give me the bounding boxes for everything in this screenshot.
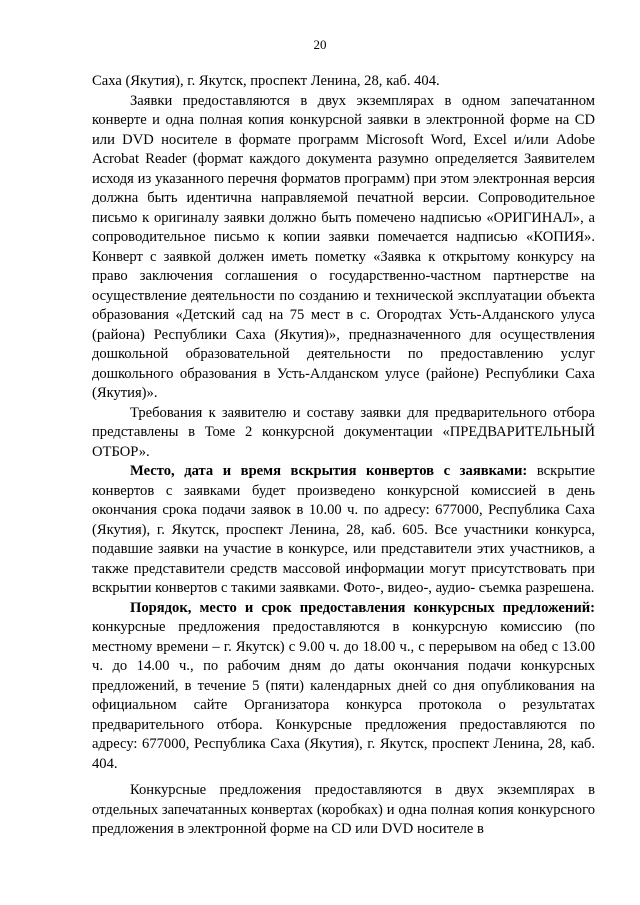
paragraph-envelope-opening [92,462,595,599]
envelope-opening-heading: Место, дата и время вскрытия конвертов с заявками: [130,463,528,479]
page-number: 20 [313,37,327,52]
paragraph-application-copies: Заявки предоставляются в двух экземплярах в одном запечатанном конверте и одна полная копия конкурсной заявки в электронной форме на CD или DVD носителе в формате программ Microsoft Word, Excel и/или Adobe Acrobat Reader (формат каждого документа разумно определяется Заявителем исходя из указанного перечня форматов программ) при этом электронная версия должна быть идентична направляемой печатной версии. Сопроводительное письмо к оригиналу заявки должно быть помечено надписью «ОРИГИНАЛ», а сопроводительное письмо к копии заявки помечается надписью «КОПИЯ». Конверт с заявкой должен иметь пометку «Заявка к открытому конкурсу на право заключения соглашения о государственно-частном партнерстве на осуществление деятельности по созданию и технической эксплуатации объекта образования «Детский сад на 75 мест в с. Огородтах Усть-Алданского улуса (района) Республики Саха (Якутия)», предназначенного для осуществления дошкольной образовательной деятельности по предоставлению услуг дошкольного образования в Усть-Алданском улусе (районе) Республики Саха (Якутия)». [92,92,595,401]
paragraph-address-continuation: Саха (Якутия), г. Якутск, проспект Ленина, 28, каб. 404. [92,73,440,89]
paragraph-proposal-copies: Конкурсные предложения предоставляются в двух экземплярах в отдельных запечатанных конвертах (коробках) и одна полная копия конкурсного предложения в электронной форме на CD или DVD носителе в [92,782,595,837]
proposal-procedure-heading: Порядок, место и срок предоставления конкурсных предложений: [130,599,595,616]
body-text [92,72,595,840]
paragraph-proposal-procedure [92,599,595,775]
paragraph-requirements: Требования к заявителю и составу заявки для предварительного отбора представлены в Томе 2 конкурсной документации «ПРЕДВАРИТЕЛЬНЫЙ ОТБОР». [92,404,595,460]
proposal-procedure-body: конкурсные предложения предоставляются в конкурсную комиссию (по местному времени – г. Якутск) с 9.00 ч. до 18.00 ч., с перерывом на обед с 13.00 ч. до 14.00 ч., по рабочим дням до даты окончания подачи конкурсных предложений, в течение 5 (пяти) календарных дней со дня опубликования на официальном сайте Организатора конкурса протокола о результатах предварительного отбора. Конкурсные предложения предоставляются по адресу: 677000, Республика Саха (Якутия), г. Якутск, проспект Ленина, 28, каб. 404. [92,619,595,772]
envelope-opening-body: вскрытие конвертов с заявками будет произведено конкурсной комиссией в день окончания срока подачи заявок в 10.00 ч. по адресу: 677000, Республика Саха (Якутия), г. Якутск, проспект Ленина, 28, каб. 605. Все участники конкурса, подавшие заявки на участие в конкурсе, или представители этих участников, а также представители средств массовой информации могут присутствовать при вскрытии конвертов с такими заявками. Фото-, видео-, аудио- съемка разрешена. [92,463,596,596]
